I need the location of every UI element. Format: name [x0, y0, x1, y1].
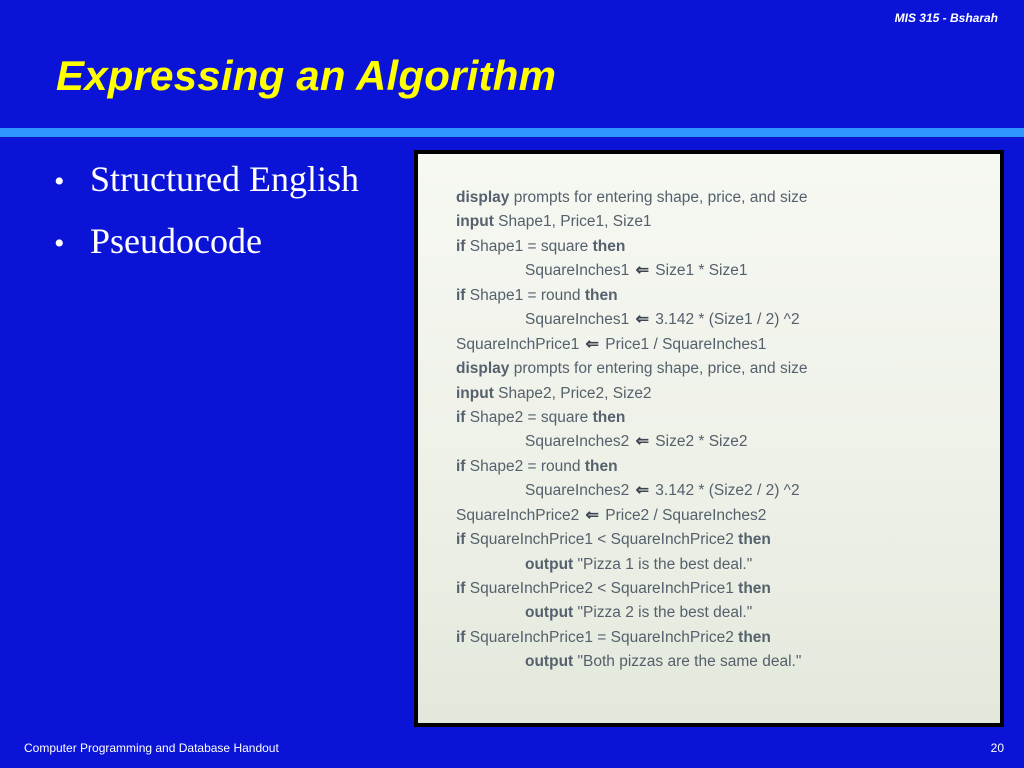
code-line [456, 259, 808, 283]
code-line [456, 333, 808, 357]
code-line [456, 601, 808, 625]
code-line [456, 528, 808, 552]
code-line [456, 626, 808, 650]
code-text: Shape1 = round [465, 286, 585, 304]
code-line [456, 430, 808, 454]
bullet-item [54, 158, 359, 220]
bullet-text: Pseudocode [90, 221, 262, 261]
code-line [456, 479, 808, 503]
assign-arrow-icon: ⇐ [585, 335, 599, 353]
code-keyword: output [525, 604, 574, 622]
code-text: Shape2 = round [465, 457, 585, 475]
course-tag: MIS 315 - Bsharah [894, 11, 998, 25]
code-line [456, 210, 808, 234]
bullet-dot-icon: • [54, 227, 65, 260]
code-keyword: if [456, 457, 466, 475]
code-keyword: display [456, 189, 510, 206]
bullet-list [54, 158, 359, 282]
bullet-item [54, 220, 359, 282]
code-keyword: if [456, 628, 466, 646]
code-line [456, 308, 808, 332]
code-text: SquareInches2 [525, 482, 634, 500]
code-text: SquareInchPrice2 [456, 506, 584, 524]
pseudocode-lines [456, 186, 808, 675]
code-keyword: then [584, 457, 618, 475]
code-text: Size1 * Size1 [650, 262, 748, 280]
code-keyword: if [456, 580, 466, 597]
code-keyword: then [738, 531, 771, 549]
footer-page-number: 20 [990, 741, 1004, 755]
code-text: "Pizza 1 is the best deal." [573, 555, 753, 573]
code-text: SquareInches1 [525, 311, 634, 329]
code-keyword: input [456, 384, 494, 402]
code-line [456, 650, 808, 674]
code-line [456, 357, 808, 381]
code-keyword: then [738, 628, 771, 646]
code-text: SquareInchPrice1 = SquareInchPrice2 [465, 628, 739, 646]
code-keyword: then [592, 237, 626, 255]
code-keyword: if [456, 286, 466, 304]
code-text: SquareInchPrice2 < SquareInchPrice1 [465, 580, 739, 597]
assign-arrow-icon: ⇐ [635, 433, 649, 451]
code-line [456, 504, 808, 528]
code-keyword: output [525, 653, 574, 671]
pseudocode-panel [414, 150, 1004, 727]
assign-arrow-icon: ⇐ [585, 506, 599, 524]
code-keyword: then [592, 408, 626, 426]
code-text: Shape1 = square [465, 237, 593, 255]
assign-arrow-icon: ⇐ [635, 262, 649, 280]
assign-arrow-icon: ⇐ [635, 482, 649, 500]
assign-arrow-icon: ⇐ [635, 311, 649, 329]
code-keyword: then [584, 286, 618, 304]
code-keyword: display [456, 360, 510, 378]
slide-title: Expressing an Algorithm [56, 52, 557, 99]
code-line [456, 455, 808, 479]
code-text: Price1 / SquareInches1 [600, 335, 767, 353]
code-text: prompts for entering shape, price, and size [509, 189, 808, 206]
code-text: "Pizza 2 is the best deal." [573, 604, 753, 622]
code-text: SquareInchPrice1 < SquareInchPrice2 [465, 531, 739, 549]
code-line [456, 284, 808, 308]
code-text: "Both pizzas are the same deal." [573, 653, 802, 671]
code-text: prompts for entering shape, price, and size [509, 360, 808, 378]
code-text: SquareInches2 [525, 433, 634, 451]
code-keyword: input [456, 213, 494, 231]
code-line [456, 553, 808, 577]
code-keyword: if [456, 408, 466, 426]
code-line [456, 577, 808, 601]
code-line [456, 382, 808, 406]
code-text: SquareInchPrice1 [456, 335, 584, 353]
code-line [456, 235, 808, 259]
code-text: Price2 / SquareInches2 [600, 506, 767, 524]
code-text: 3.142 * (Size2 / 2) ^2 [650, 482, 800, 500]
code-keyword: output [525, 555, 574, 573]
code-text: SquareInches1 [525, 262, 634, 280]
code-keyword: then [738, 580, 771, 597]
code-text: Shape2, Price2, Size2 [493, 384, 652, 402]
bullet-dot-icon: • [54, 165, 65, 198]
code-line [456, 406, 808, 430]
code-keyword: if [456, 531, 466, 549]
code-keyword: if [456, 237, 466, 255]
title-divider [0, 128, 1024, 137]
footer-handout-title: Computer Programming and Database Handout [24, 741, 279, 755]
code-text: Shape2 = square [465, 408, 593, 426]
code-line [456, 186, 808, 210]
code-text: 3.142 * (Size1 / 2) ^2 [650, 311, 800, 329]
code-text: Shape1, Price1, Size1 [493, 213, 652, 231]
bullet-text: Structured English [90, 159, 359, 199]
code-text: Size2 * Size2 [650, 433, 748, 451]
